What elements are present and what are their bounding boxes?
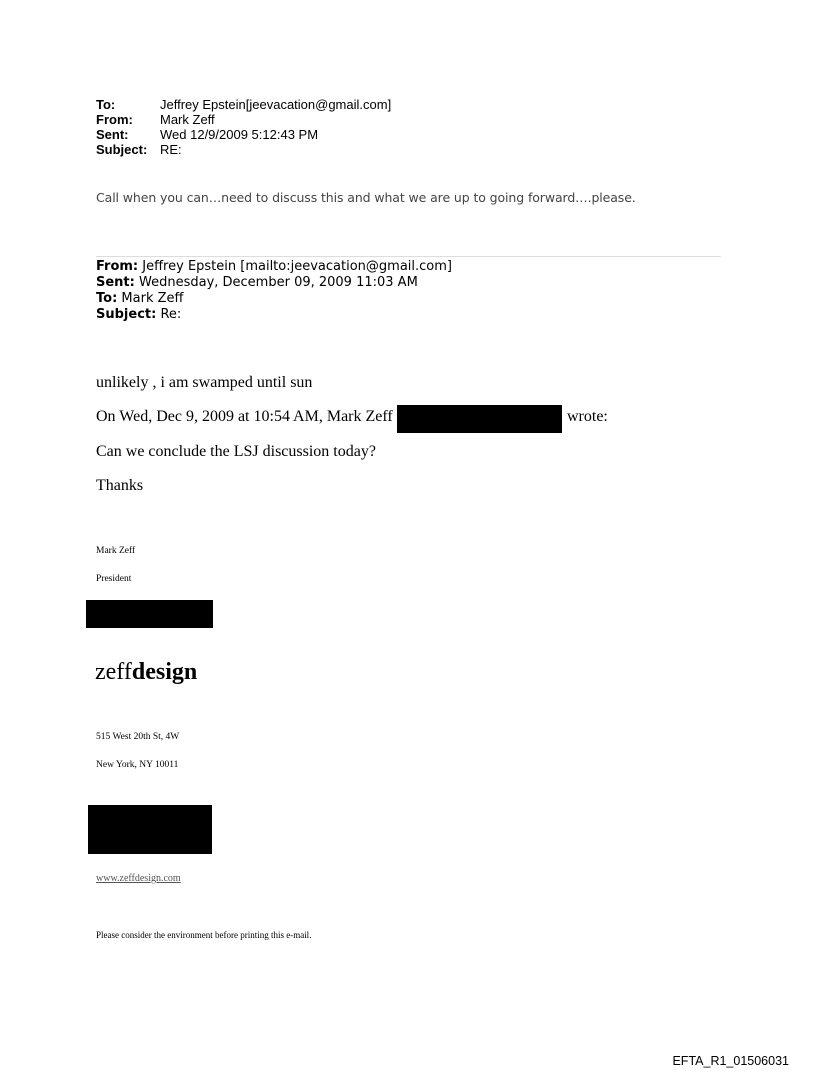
quoted-subject-value: Re: bbox=[156, 307, 182, 322]
environment-notice: Please consider the environment before printing this e-mail. bbox=[96, 930, 312, 940]
from-value: Mark Zeff bbox=[160, 112, 215, 127]
brand-light: zeff bbox=[95, 659, 132, 685]
quoted-header bbox=[96, 259, 452, 323]
company-logo bbox=[95, 659, 197, 686]
quoted-line-3: Can we conclude the LSJ discussion today? bbox=[96, 443, 376, 460]
quoted-from-label: From: bbox=[96, 259, 139, 274]
document-id: EFTA_R1_01506031 bbox=[672, 1054, 789, 1068]
redaction-phone bbox=[86, 600, 213, 628]
quoted-subject-row bbox=[96, 307, 452, 323]
quoted-sent-value: Wednesday, December 09, 2009 11:03 AM bbox=[134, 275, 418, 290]
brand-bold: design bbox=[131, 659, 198, 685]
address-line-2: New York, NY 10011 bbox=[96, 760, 179, 770]
quoted-line-1: unlikely , i am swamped until sun bbox=[96, 374, 313, 391]
quoted-sent-row bbox=[96, 275, 452, 291]
address-line-1: 515 West 20th St, 4W bbox=[96, 732, 180, 742]
to-value: Jeffrey Epstein[jeevacation@gmail.com] bbox=[160, 97, 392, 112]
website-link[interactable]: www.zeffdesign.com bbox=[96, 873, 181, 884]
quoted-line-2-suffix: wrote: bbox=[567, 408, 608, 425]
signature-name: Mark Zeff bbox=[96, 546, 136, 556]
sent-label: Sent: bbox=[96, 127, 129, 142]
redaction-email bbox=[397, 405, 562, 433]
subject-row bbox=[96, 142, 391, 157]
quoted-from-value: Jeffrey Epstein [mailto:jeevacation@gmail.com] bbox=[138, 259, 452, 274]
to-label: To: bbox=[96, 97, 116, 112]
quoted-line-2-prefix: On Wed, Dec 9, 2009 at 10:54 AM, Mark Zeff bbox=[96, 408, 393, 425]
redaction-contact bbox=[88, 805, 212, 854]
quoted-to-row bbox=[96, 291, 452, 307]
quoted-sent-label: Sent: bbox=[96, 275, 135, 290]
reply-body: Call when you can…need to discuss this and what we are up to going forward….please. bbox=[96, 190, 636, 205]
sent-value: Wed 12/9/2009 5:12:43 PM bbox=[160, 127, 319, 142]
from-label: From: bbox=[96, 112, 133, 127]
quoted-to-label: To: bbox=[96, 291, 118, 306]
sent-row bbox=[96, 127, 391, 142]
quoted-subject-label: Subject: bbox=[96, 307, 157, 322]
quoted-from-row bbox=[96, 259, 452, 275]
subject-value: RE: bbox=[160, 142, 182, 157]
quoted-to-value: Mark Zeff bbox=[117, 291, 184, 306]
from-row bbox=[96, 112, 391, 127]
to-row bbox=[96, 97, 391, 112]
email-header bbox=[96, 97, 391, 157]
quoted-line-4: Thanks bbox=[96, 477, 144, 494]
divider bbox=[96, 256, 721, 257]
signature-title: President bbox=[96, 574, 132, 584]
subject-label: Subject: bbox=[96, 142, 148, 157]
